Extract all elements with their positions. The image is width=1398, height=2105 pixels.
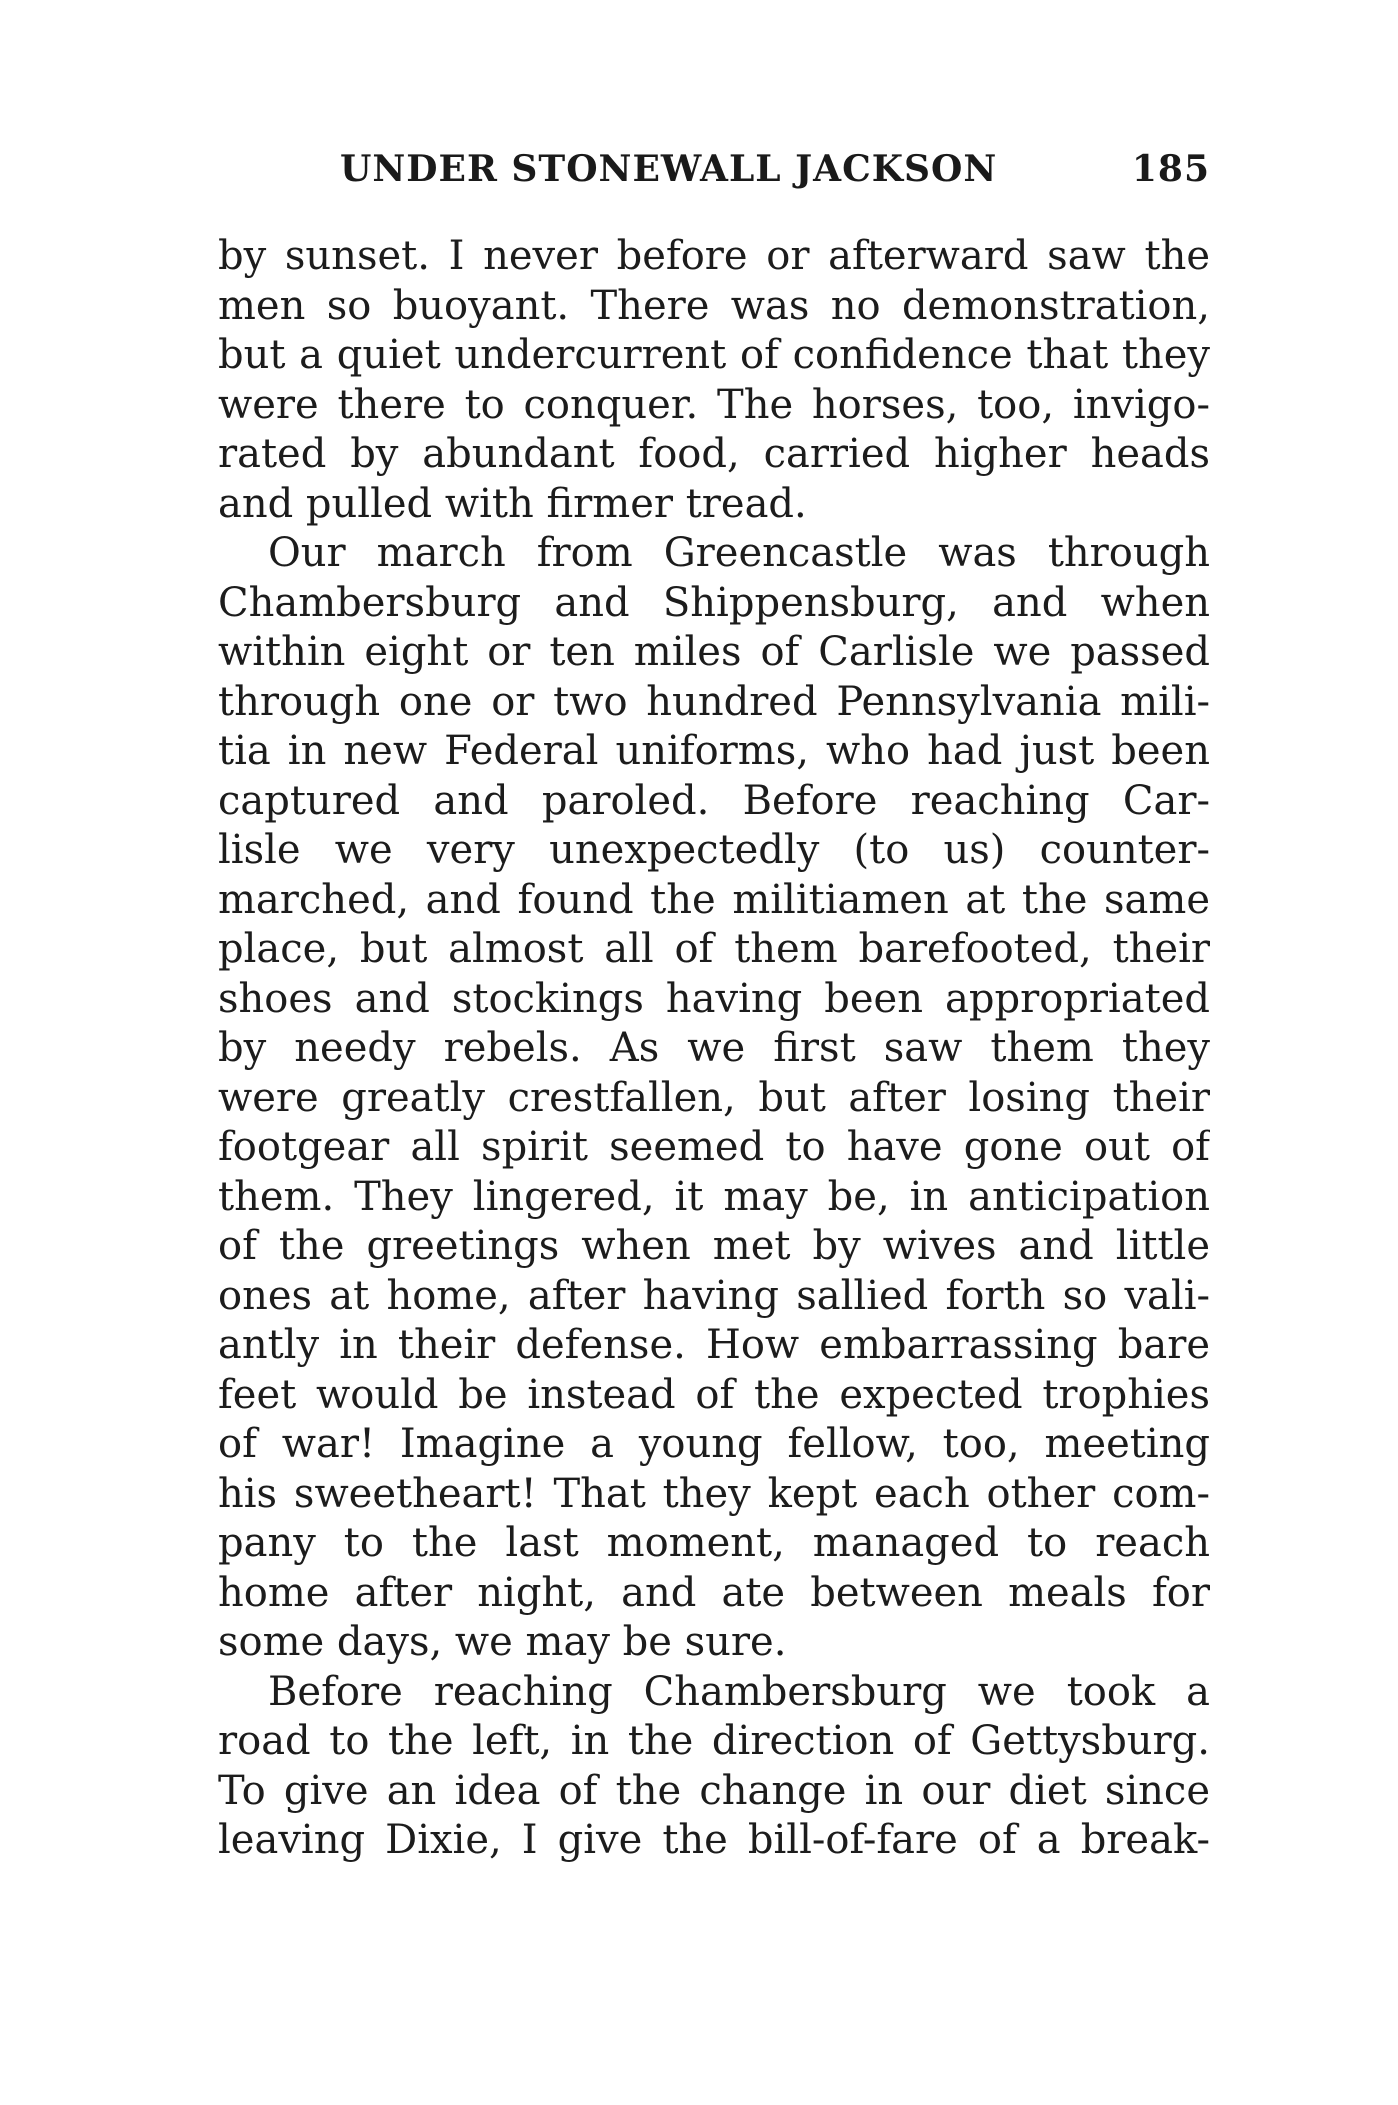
- text-line: were greatly crestfallen, but after losing their: [218, 1074, 1210, 1121]
- text-line: of war! Imagine a young fellow, too, meeting: [218, 1421, 1210, 1467]
- text-line: feet would be instead of the expected trophies: [218, 1371, 1210, 1418]
- text-line: men so buoyant. There was no demonstration,: [218, 282, 1210, 329]
- text-line: marched, and found the militiamen at the same: [218, 876, 1210, 923]
- text-line: Our march from Greencastle was through: [268, 530, 1210, 576]
- text-line: pany to the last moment, managed to reach: [218, 1520, 1210, 1566]
- text-line: tia in new Federal uniforms, who had just been: [218, 728, 1210, 774]
- text-line: his sweetheart! That they kept each other com-: [218, 1470, 1210, 1517]
- body-text: [218, 232, 1210, 1866]
- text-line: captured and paroled. Before reaching Car-: [218, 777, 1210, 824]
- text-line: were there to conquer. The horses, too, invigo-: [218, 381, 1210, 428]
- text-line: place, but almost all of them barefooted, their: [218, 926, 1210, 972]
- text-line: home after night, and ate between meals for: [218, 1569, 1210, 1616]
- text-line: Chambersburg and Shippensburg, and when: [218, 579, 1210, 626]
- text-line: Before reaching Chambersburg we took a: [268, 1668, 1210, 1715]
- text-line: through one or two hundred Pennsylvania mili-: [218, 678, 1210, 725]
- text-line: antly in their defense. How embarrassing bare: [218, 1322, 1210, 1368]
- text-line: of the greetings when met by wives and little: [218, 1223, 1210, 1269]
- text-line: shoes and stockings having been appropriated: [218, 975, 1210, 1022]
- text-line: within eight or ten miles of Carlisle we passed: [218, 629, 1210, 675]
- text-line: To give an idea of the change in our diet since: [218, 1767, 1210, 1814]
- text-line: but a quiet undercurrent of confidence that they: [218, 332, 1210, 378]
- text-line: road to the left, in the direction of Gettysburg.: [218, 1718, 1210, 1764]
- page-number: 185: [1131, 148, 1210, 190]
- text-line: by sunset. I never before or afterward saw the: [218, 233, 1210, 279]
- text-line: them. They lingered, it may be, in anticipation: [218, 1173, 1210, 1220]
- text-line: lisle we very unexpectedly (to us) counter-: [218, 827, 1210, 873]
- running-head: [340, 148, 1210, 198]
- text-line: footgear all spirit seemed to have gone out of: [218, 1124, 1210, 1170]
- text-line: leaving Dixie, I give the bill-of-fare of a break-: [218, 1817, 1210, 1863]
- text-line: rated by abundant food, carried higher heads: [218, 431, 1210, 477]
- text-line: some days, we may be sure.: [218, 1619, 787, 1665]
- running-title: UNDER STONEWALL JACKSON: [340, 148, 998, 190]
- text-line: by needy rebels. As we first saw them they: [218, 1025, 1210, 1071]
- text-line: ones at home, after having sallied forth so vali-: [218, 1272, 1210, 1319]
- text-line: and pulled with firmer tread.: [218, 480, 807, 527]
